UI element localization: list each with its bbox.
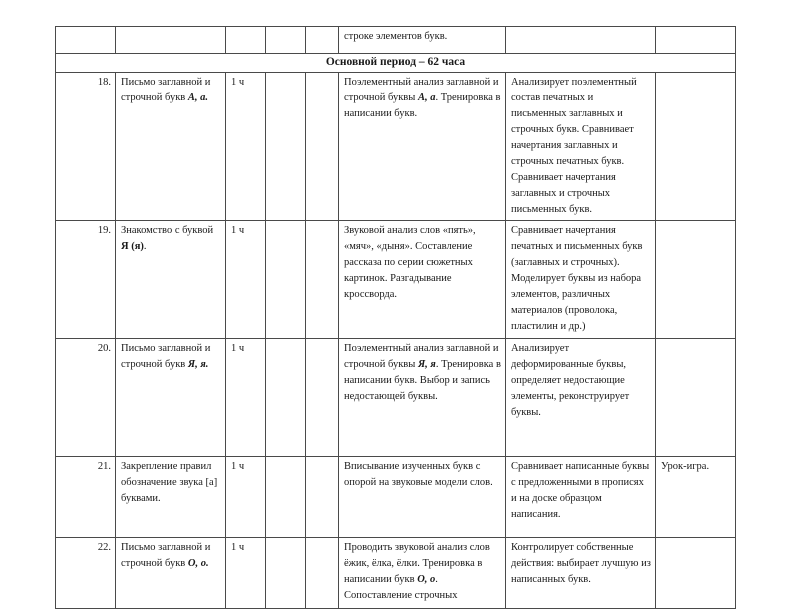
activity-text-lead: Поэлементный анализ заглавной и строчной буквы (344, 76, 499, 104)
cell-number: 20. (56, 339, 116, 457)
cell-activity (339, 339, 506, 457)
cell-blank-2 (306, 27, 339, 54)
cell-blank-1 (266, 538, 306, 609)
topic-letters: О, о. (187, 558, 209, 570)
topic-text: Письмо заглавной и строчной букв (121, 542, 211, 570)
cell-results: Контролирует собственные действия: выбирает лучшую из написанных букв. (506, 538, 656, 609)
cell-results: Анализирует поэлементный состав печатных и письменных заглавных и строчных букв. Сравнивает начертания заглавных и строчных печатных букв. Сравнивает начертания заглавных и строчных письменных букв. (506, 72, 656, 221)
cell-blank-1 (266, 72, 306, 221)
cell-results: Сравнивает начертания печатных и письменных букв (заглавных и строчных). Моделирует буквы из набора элементов, различных материалов (проволока, пластилин и др.) (506, 221, 656, 339)
activity-text-tail: . Сопоставление строчных (344, 574, 458, 601)
cell-topic (116, 221, 226, 339)
cell-topic: Закрепление правил обозначение звука [а] буквами. (116, 457, 226, 538)
topic-letters: Я, я. (187, 359, 209, 371)
cell-hours: 1 ч (226, 339, 266, 457)
table-row (56, 538, 736, 609)
cell-note (656, 72, 736, 221)
cell-hours: 1 ч (226, 538, 266, 609)
lesson-planning-table (55, 26, 736, 609)
table-row (56, 339, 736, 457)
table-row (56, 457, 736, 538)
cell-number (56, 27, 116, 54)
cell-topic (116, 339, 226, 457)
cell-note: Урок-игра. (656, 457, 736, 538)
activity-text-tail: . Тренировка в написании букв. (344, 92, 501, 120)
cell-activity (339, 538, 506, 609)
section-header-label: Основной период – 62 часа (56, 54, 736, 73)
cell-blank-1 (266, 221, 306, 339)
activity-text-lead: Проводить звуковой анализ слов ёжик, ёлка, ёлки. Тренировка в написании букв (344, 542, 490, 585)
cell-blank-1 (266, 339, 306, 457)
cell-note (656, 538, 736, 609)
cell-blank-2 (306, 72, 339, 221)
cell-note (656, 27, 736, 54)
cell-activity: Звуковой анализ слов «пять», «мяч», «дыня». Составление рассказа по серии сюжетных картинок. Разгадывание кроссворда. (339, 221, 506, 339)
activity-letters: Я, я (417, 359, 436, 371)
cell-topic (116, 72, 226, 221)
cell-note (656, 221, 736, 339)
topic-letters: Я (я) (121, 241, 144, 253)
topic-text: Знакомство с буквой (121, 225, 214, 237)
cell-hours: 1 ч (226, 457, 266, 538)
cell-number: 18. (56, 72, 116, 221)
cell-blank-2 (306, 339, 339, 457)
table-row (56, 72, 736, 221)
cell-blank-1 (266, 457, 306, 538)
cell-activity: Вписывание изученных букв с опорой на звуковые модели слов. (339, 457, 506, 538)
section-header-row (56, 54, 736, 73)
topic-letters: А, а. (187, 92, 209, 104)
cell-hours: 1 ч (226, 72, 266, 221)
activity-letters: А, а (417, 92, 436, 104)
cell-note (656, 339, 736, 457)
cell-results: Сравнивает написанные буквы с предложенными в прописях и на доске образцом написания. (506, 457, 656, 538)
cell-number: 22. (56, 538, 116, 609)
cell-blank-2 (306, 538, 339, 609)
cell-hours (226, 27, 266, 54)
cell-activity: строке элементов букв. (339, 27, 506, 54)
cell-blank-1 (266, 27, 306, 54)
cell-blank-2 (306, 221, 339, 339)
topic-text: Письмо заглавной и строчной букв (121, 76, 211, 104)
topic-text-tail: . (143, 241, 147, 253)
activity-text-tail: . Тренировка в написании букв. Выбор и запись недостающей буквы. (344, 359, 501, 402)
cell-results (506, 27, 656, 54)
cell-results: Анализирует деформированные буквы, определяет недостающие элементы, реконструирует буквы. (506, 339, 656, 457)
topic-text: Письмо заглавной и строчной букв (121, 343, 211, 371)
table-row (56, 221, 736, 339)
cell-topic (116, 538, 226, 609)
cell-number: 19. (56, 221, 116, 339)
activity-text-lead: Поэлементный анализ заглавной и строчной буквы (344, 343, 499, 371)
cell-blank-2 (306, 457, 339, 538)
table-row-continuation (56, 27, 736, 54)
cell-topic (116, 27, 226, 54)
activity-letters: О, о (417, 574, 436, 585)
cell-hours: 1 ч (226, 221, 266, 339)
cell-number: 21. (56, 457, 116, 538)
cell-activity (339, 72, 506, 221)
